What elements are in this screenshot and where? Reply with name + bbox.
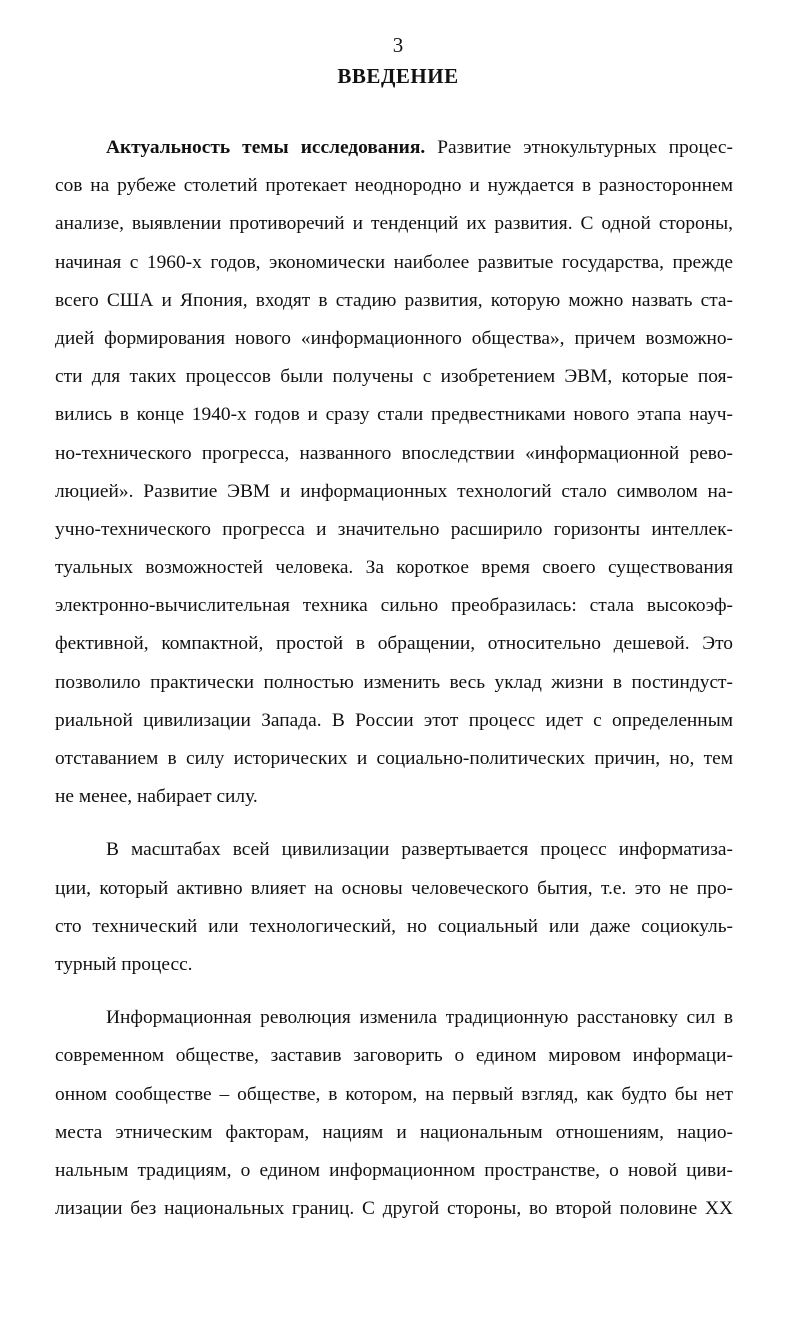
text-line: сто технический или технологический, но социальный или даже социокуль-: [55, 915, 733, 937]
text-line: вились в конце 1940-х годов и сразу стали предвестниками нового этапа науч-: [55, 404, 733, 426]
text-line: Информационная революция изменила традиционную расстановку сил в: [106, 1007, 733, 1029]
text-line: всего США и Япония, входят в стадию развития, которую можно назвать ста-: [55, 289, 733, 311]
text-line: дией формирования нового «информационного общества», причем возможно-: [55, 327, 733, 349]
text-line-rest: Развитие этнокультурных процес-: [425, 137, 733, 158]
text-line: ции, который активно влияет на основы человеческого бытия, т.е. это не про-: [55, 877, 733, 899]
text-line: сти для таких процессов были получены с изобретением ЭВМ, которые поя-: [55, 366, 733, 388]
text-line: фективной, компактной, простой в обращении, относительно дешевой. Это: [55, 633, 733, 655]
text-line: турный процесс.: [55, 953, 193, 975]
paragraph-1: [55, 129, 733, 816]
text-line: сов на рубеже столетий протекает неоднородно и нуждается в разностороннем: [55, 175, 733, 197]
page-title: ВВЕДЕНИЕ: [337, 64, 459, 88]
page-number: 3: [392, 33, 404, 57]
text-line: электронно-вычислительная техника сильно преобразилась: стала высокоэф-: [55, 595, 733, 617]
paragraph-2: [55, 831, 733, 984]
text-line: лизации без национальных границ. С другой стороны, во второй половине XX: [55, 1198, 733, 1220]
text-line: места этническим факторам, нациям и национальным отношениям, нацио-: [55, 1121, 733, 1143]
text-line: нальным традициям, о едином информационном пространстве, о новой циви-: [55, 1159, 733, 1181]
text-line: учно-технического прогресса и значительно расширило горизонты интеллек-: [55, 518, 733, 540]
text-line: туальных возможностей человека. За короткое время своего существования: [55, 557, 733, 579]
text-line: но-технического прогресса, названного впоследствии «информационной рево-: [55, 442, 733, 464]
text-line: онном сообществе – обществе, в котором, на первый взгляд, как будто бы нет: [55, 1083, 733, 1105]
text-line: современном обществе, заставив заговорить о едином мировом информаци-: [55, 1045, 733, 1067]
text-line: люцией». Развитие ЭВМ и информационных технологий стало символом на-: [55, 480, 733, 502]
text-line: позволило практически полностью изменить весь уклад жизни в постиндуст-: [55, 671, 733, 693]
paragraph-lead: Актуальность темы исследования.: [106, 137, 426, 158]
text-line: не менее, набирает силу.: [55, 786, 258, 808]
text-line: начиная с 1960-х годов, экономически наиболее развитые государства, прежде: [55, 251, 733, 273]
text-line: риальной цивилизации Запада. В России этот процесс идет с определенным: [55, 709, 733, 731]
text-line: [55, 129, 733, 167]
text-line: отставанием в силу исторических и социально-политических причин, но, тем: [55, 748, 733, 769]
paragraph-3: [55, 999, 733, 1228]
text-line: В масштабах всей цивилизации развертывается процесс информатиза-: [106, 839, 733, 861]
document-body: [55, 129, 733, 1228]
text-line: анализе, выявлении противоречий и тенденций их развития. С одной стороны,: [55, 213, 733, 235]
